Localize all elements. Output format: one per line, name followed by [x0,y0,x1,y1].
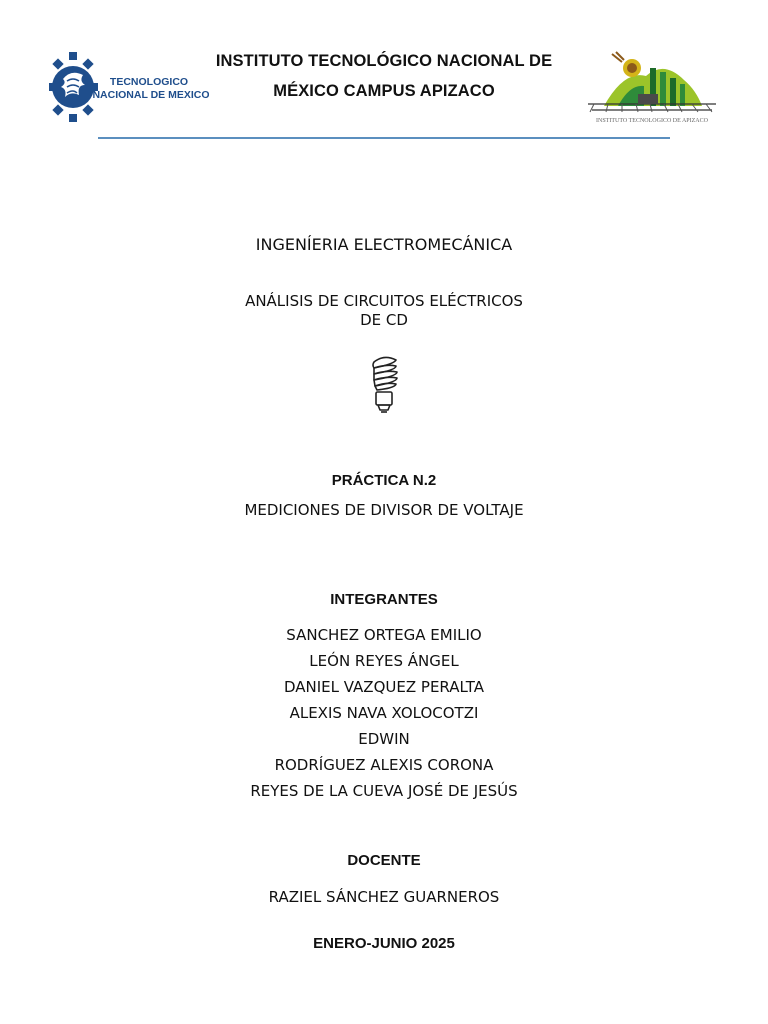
svg-text:TECNOLOGICO: TECNOLOGICO [109,76,189,88]
member-name: RODRÍGUEZ ALEXIS CORONA [274,756,494,774]
apizaco-campus-logo-icon [584,50,720,126]
apizaco-logo [584,50,720,126]
member-name: SANCHEZ ORTEGA EMILIO [286,626,482,644]
subject-line1: ANÁLISIS DE CIRCUITOS ELÉCTRICOS [245,292,523,310]
member-name: DANIEL VAZQUEZ PERALTA [283,678,485,696]
period: ENERO-JUNIO 2025 [313,935,455,952]
header-divider [98,137,670,139]
teacher-heading: DOCENTE [347,852,421,869]
career-title: INGENÍERIA ELECTROMECÁNICA [255,235,513,254]
svg-text:NACIONAL DE MEXICO: NACIONAL DE MEXICO [92,89,209,101]
member-name: REYES DE LA CUEVA JOSÉ DE JESÚS [250,782,518,800]
member-name: LEÓN REYES ÁNGEL [309,652,459,670]
teacher-name: RAZIEL SÁNCHEZ GUARNEROS [268,888,500,906]
institution-title-line1: INSTITUTO TECNOLÓGICO NACIONAL DE [215,52,553,70]
svg-text:INSTITUTO TECNOLOGICO DE APIZA: INSTITUTO TECNOLOGICO DE APIZACO [596,118,708,124]
practice-label: PRÁCTICA N.2 [331,472,437,489]
practice-title: MEDICIONES DE DIVISOR DE VOLTAJE [244,501,524,519]
light-bulb-icon [366,354,402,418]
member-name: EDWIN [358,730,410,748]
institution-title-line2: MÉXICO CAMPUS APIZACO [273,82,495,100]
members-heading: INTEGRANTES [330,591,438,608]
member-name: ALEXIS NAVA XOLOCOTZI [289,704,479,722]
subject-line2: DE CD [360,311,408,329]
